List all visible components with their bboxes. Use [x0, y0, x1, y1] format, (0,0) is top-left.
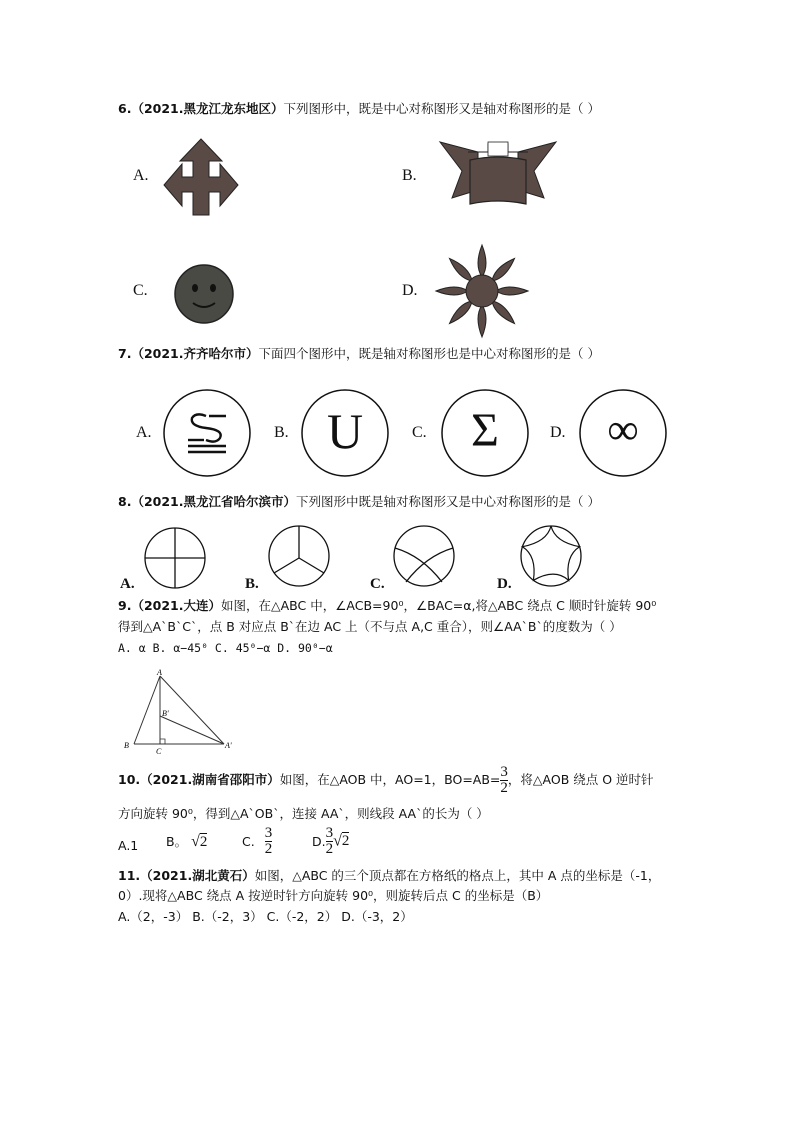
q10-sqrt-sign: √	[191, 833, 200, 850]
q8-stem	[118, 494, 600, 510]
q7-number: 7.	[118, 346, 132, 361]
q11-stem-line1	[118, 868, 660, 884]
q10-option-c-fraction: $\frac{3}{2}$	[264, 825, 273, 857]
q9-number: 9.	[118, 598, 132, 613]
q9-label-b: B	[124, 741, 129, 750]
q6-figure-a-arrows	[162, 137, 240, 217]
q8-text: 下列图形中既是轴对称图形又是中心对称图形的是（ ）	[296, 494, 600, 509]
q10-fraction-three-halves: $\frac{3}{2}$	[500, 764, 508, 796]
q7-option-b-label: B.	[274, 424, 289, 441]
q7-text: 下面四个图形中，既是轴对称图形也是中心对称图形的是（ ）	[258, 346, 600, 361]
q9-label-a: A	[157, 668, 162, 677]
q7-stem	[118, 346, 600, 362]
q11-stem-line2: 0）.现将△ABC 绕点 A 按逆时针方向旋转 90⁰，则旋转后点 C 的坐标是（B）	[118, 888, 549, 903]
q8-figure-c-arc-circle	[392, 524, 456, 588]
q8-option-c-label: C.	[370, 576, 385, 592]
q7-option-a-label: A.	[136, 424, 152, 441]
q8-option-d-label: D.	[497, 576, 512, 592]
q6-option-d-label: D.	[402, 282, 418, 299]
q11-text-1: 如图，△ABC 的三个顶点都在方格纸的格点上，其中 A 点的坐标是（-1，	[254, 868, 661, 883]
q10-stem-line1	[118, 765, 654, 796]
q9-stem-line1	[118, 598, 656, 614]
q9-text-1: 如图，在△ABC 中，∠ACB=90⁰，∠BAC=α,将△ABC 绕点 C 顺时针旋转 90⁰	[221, 598, 657, 613]
q10-number: 10.	[118, 772, 141, 787]
q10-text-1a: 如图，在△AOB 中，AO=1，BO=AB=	[279, 772, 501, 787]
q10-option-a: A.1	[118, 838, 139, 853]
q10-option-d-fraction: $\frac{3}{2}$	[325, 825, 334, 857]
q7-option-d-label: D.	[550, 424, 566, 441]
q6-option-a-label: A.	[133, 167, 149, 184]
q11-choices: A.（2，-3） B.（-2，3） C.（-2，2） D.（-3，2）	[118, 909, 413, 924]
q6-figure-d-flower	[434, 243, 530, 339]
q11-number: 11.	[118, 868, 141, 883]
q10-sqrt-radicand-b: 2	[199, 834, 208, 850]
q8-figure-b-three-sector-circle	[267, 524, 331, 588]
q11-source: （2021.湖北黄石）	[140, 868, 255, 883]
q7-symbol-u: U	[326, 403, 364, 459]
q6-text: 下列图形中，既是中心对称图形又是轴对称图形的是（ ）	[283, 101, 600, 116]
q6-stem	[118, 101, 600, 117]
q9-triangle-figure	[118, 666, 244, 758]
q8-option-b-label: B.	[245, 576, 259, 592]
q10-option-d: D. $\frac{3}{2}$ √2	[312, 825, 350, 857]
q6-option-c-label: C.	[133, 282, 148, 299]
q9-label-c: C	[156, 747, 162, 756]
q10-text-1b: ，将△AOB 绕点 O 逆时针	[507, 772, 654, 787]
q7-source: （2021.齐齐哈尔市）	[131, 346, 259, 361]
q10-sqrt-radicand-d: 2	[341, 833, 350, 849]
q10-stem-line2: 方向旋转 90⁰，得到△A`OB`，连接 AA`，则线段 AA`的长为（ ）	[118, 806, 489, 821]
q10-option-b: B。 √2	[166, 833, 208, 850]
q6-source: （2021.黑龙江龙东地区）	[131, 101, 284, 116]
q9-choices: A. α B. α−45⁰ C. 45⁰−α D. 90⁰−α	[118, 641, 333, 655]
q10-option-c: C. $\frac{3}{2}$	[242, 825, 273, 857]
q10-source: （2021.湖南省邵阳市）	[140, 772, 280, 787]
q10-option-d-sqrt-sign: √	[333, 832, 342, 850]
q8-source: （2021.黑龙江省哈尔滨市）	[131, 494, 296, 509]
q7-symbol-infinity: ∞	[607, 405, 639, 454]
q8-number: 8.	[118, 494, 132, 509]
q9-label-b-prime: B'	[162, 709, 169, 718]
q7-symbol-sigma: Σ	[471, 404, 499, 457]
q6-figure-c-face	[173, 263, 235, 325]
q9-label-a-prime: A'	[225, 741, 232, 750]
q6-figure-b-banner	[438, 138, 558, 208]
q8-figure-d-star-circle	[519, 524, 583, 588]
q8-figure-a-quartered-circle	[143, 526, 207, 590]
q8-option-a-label: A.	[120, 576, 135, 592]
q7-option-c-label: C.	[412, 424, 427, 441]
q9-stem-line2: 得到△A`B`C`，点 B 对应点 B`在边 AC 上（不与点 A,C 重合），则∠AA`B`的度数为（ ）	[118, 619, 622, 634]
q7-figure-a-circle-symbol	[162, 388, 252, 478]
q9-source: （2021.大连）	[131, 598, 221, 613]
q6-number: 6.	[118, 101, 132, 116]
q6-option-b-label: B.	[402, 167, 417, 184]
